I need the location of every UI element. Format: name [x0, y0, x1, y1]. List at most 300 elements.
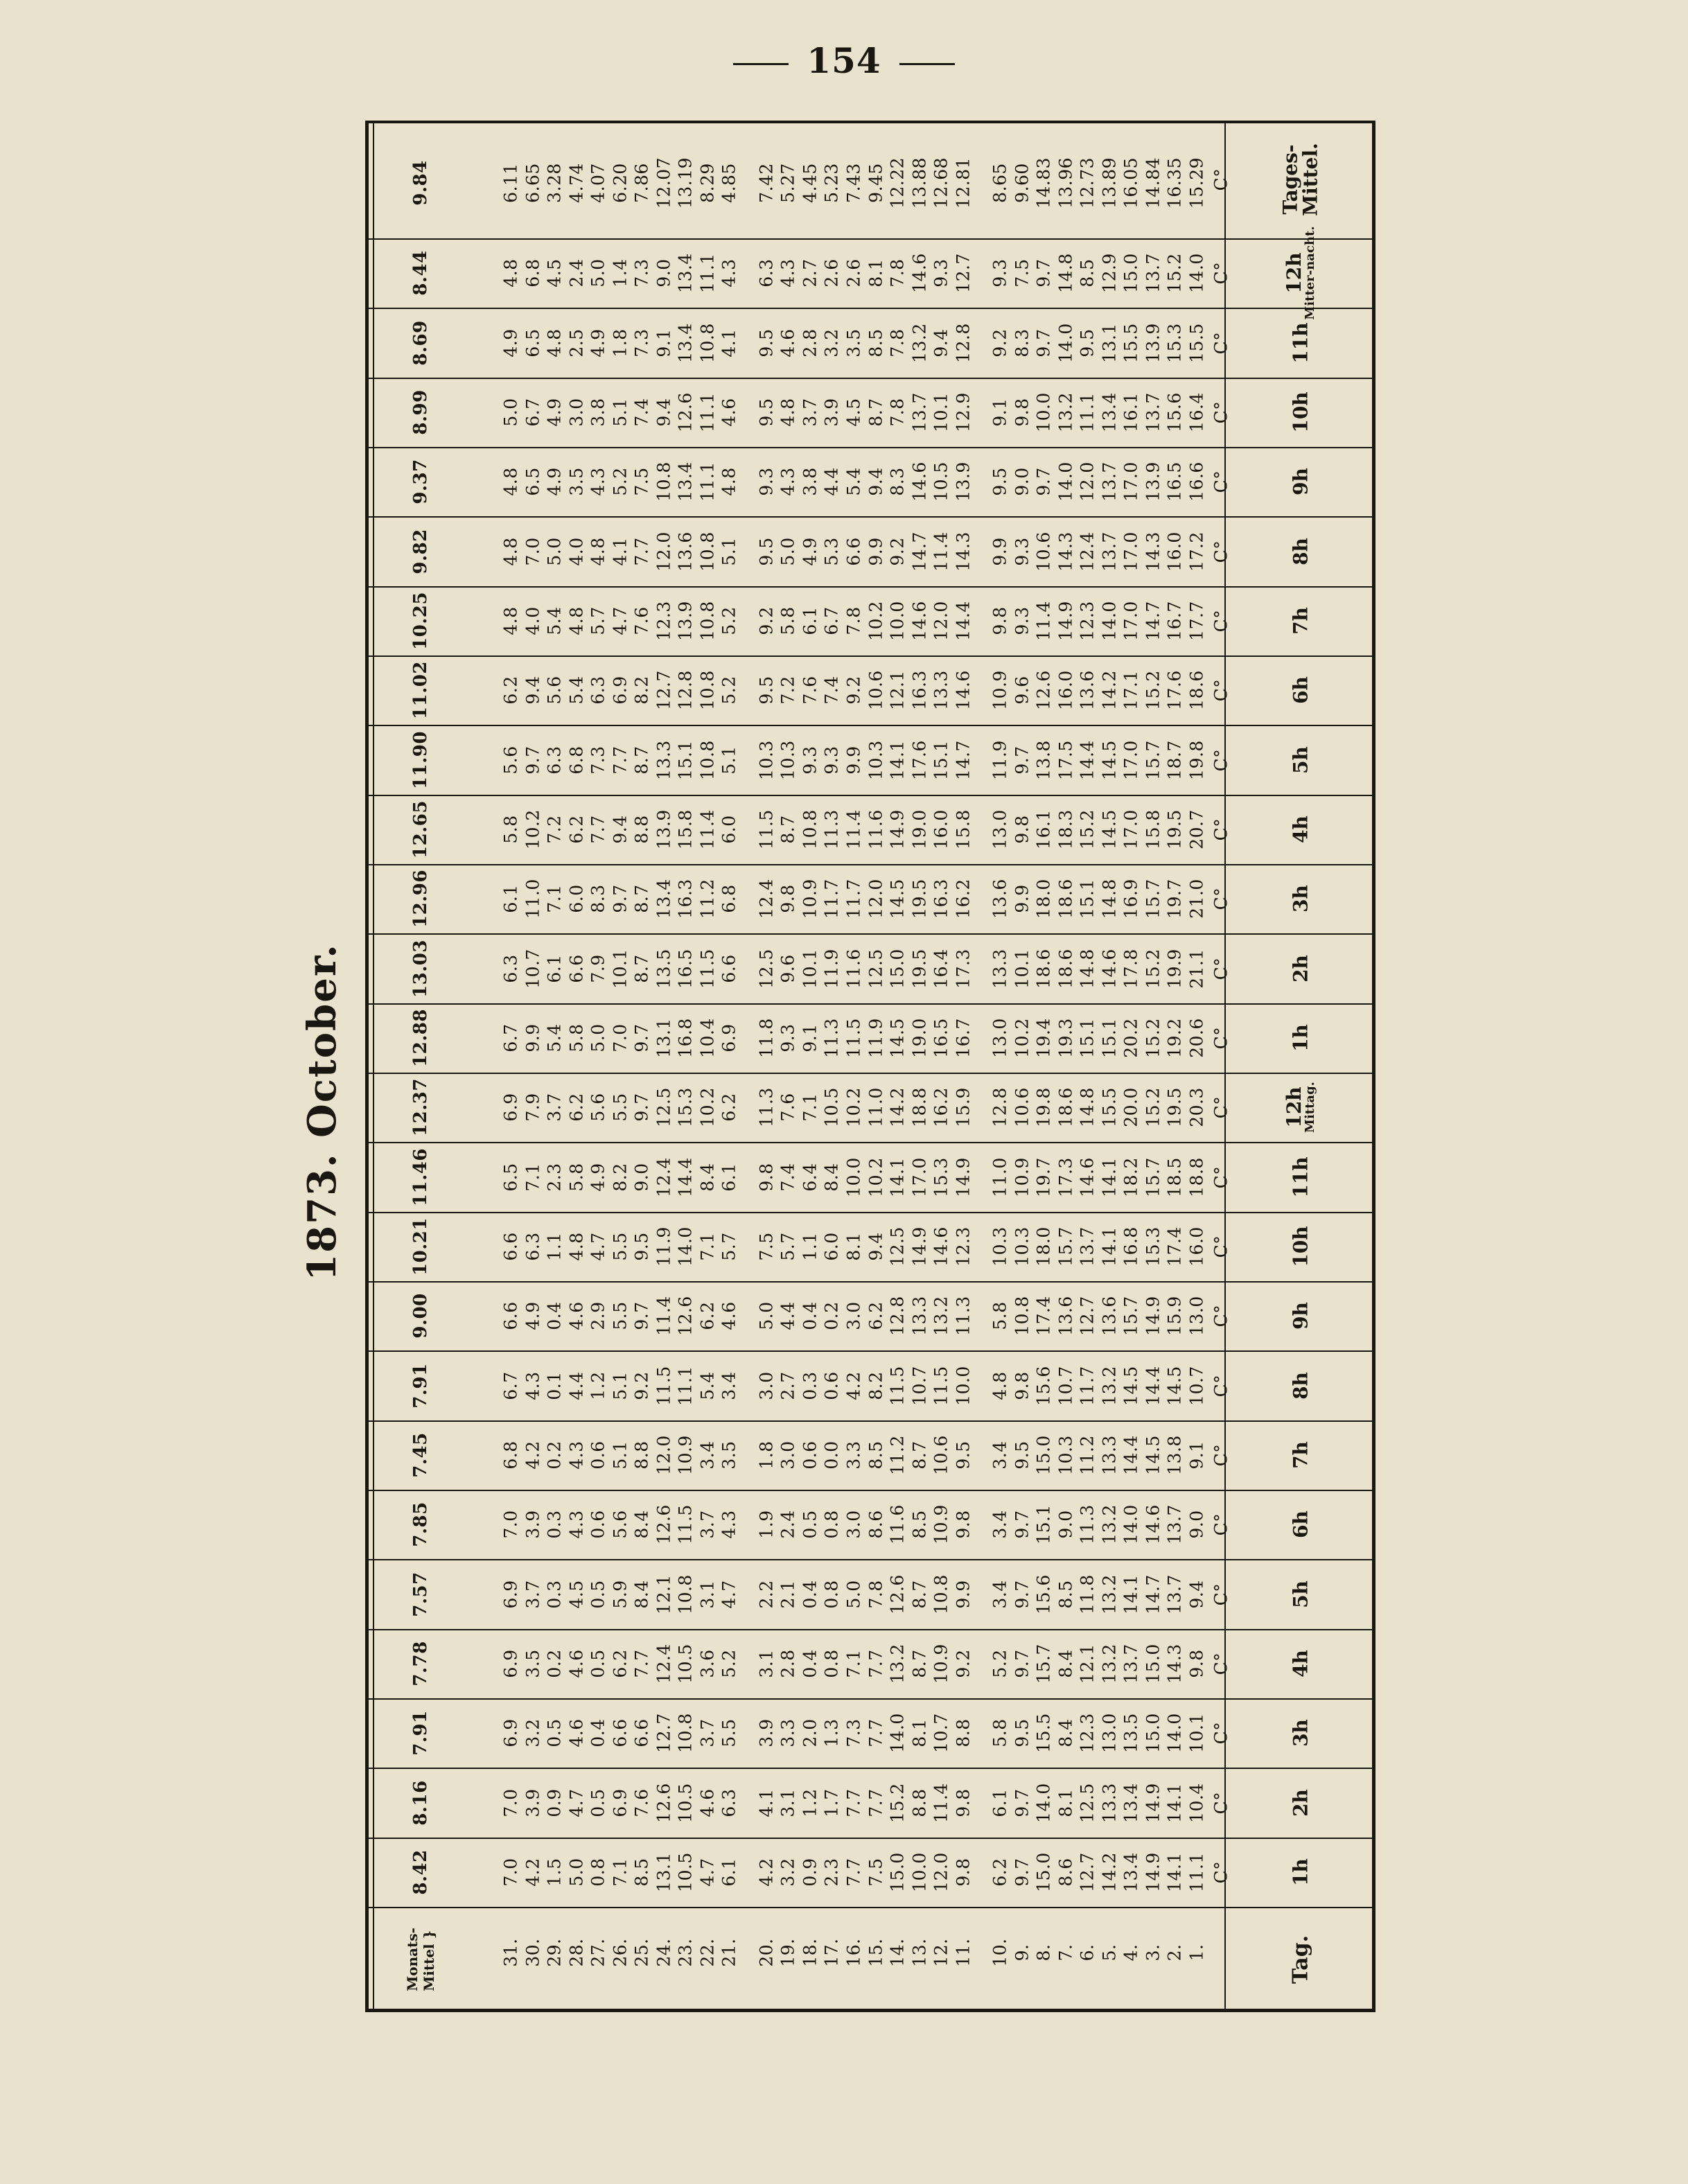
temperature-value-text: 5.6: [610, 1510, 631, 1539]
temperature-value-text: 9.9: [522, 1023, 543, 1053]
temperature-value-text: 19.5: [909, 948, 930, 989]
temperature-value-text: 2.6: [821, 258, 842, 288]
temperature-value-text: 9.7: [1012, 1858, 1032, 1887]
hour-header-main: 6h: [1289, 1511, 1312, 1539]
temperature-value-text: 15.5: [1186, 322, 1207, 363]
temperature-value-text: 8.1: [909, 1718, 930, 1747]
temperature-value-text: 8.2: [631, 676, 652, 705]
temperature-value-text: 14.4: [1077, 739, 1098, 780]
temperature-value-text: 4.0: [566, 536, 587, 566]
unit-label-text: C°: [1211, 261, 1231, 285]
temperature-value-text: 8.4: [631, 1579, 652, 1609]
temperature-value-text: 14.8: [1099, 879, 1120, 919]
temperature-value-text: 7.0: [500, 1510, 521, 1539]
day-label-text: 20.: [756, 1938, 777, 1967]
temperature-value-text: 0.5: [544, 1718, 565, 1747]
temperature-value-text: 6.7: [821, 606, 842, 635]
temperature-value-text: 15.2: [1143, 670, 1163, 710]
temperature-value-text: 15.2: [1077, 809, 1098, 849]
temperature-value-text: 1.1: [544, 1232, 565, 1261]
temperature-value-text: 4.5: [544, 258, 565, 288]
temperature-value-text: 10.2: [865, 1156, 886, 1197]
temperature-value-text: 4.7: [566, 1788, 587, 1817]
day-label-text: 19.: [777, 1938, 798, 1967]
temperature-value-text: 13.6: [1077, 670, 1098, 710]
temperature-value-text: 15.1: [1033, 1504, 1054, 1544]
temperature-value-text: 9.7: [1012, 1510, 1032, 1539]
temperature-value-text: 4.7: [719, 1579, 739, 1609]
temperature-value-text: 8.4: [631, 1510, 652, 1539]
temperature-value-text: 5.8: [566, 1162, 587, 1192]
temperature-value-text: 12.3: [953, 1226, 974, 1267]
temperature-value-text: 4.8: [777, 398, 798, 427]
temperature-value-text: 14.3: [1055, 531, 1076, 572]
temperature-value-text: 15.5: [1033, 1713, 1054, 1753]
temperature-value-text: 6.9: [500, 1579, 521, 1609]
temperature-value-text: 4.9: [522, 1301, 543, 1330]
temperature-value-text: 14.6: [909, 600, 930, 641]
temperature-value-text: 17.0: [1120, 739, 1141, 780]
page-number: [0, 40, 1688, 81]
temperature-value-text: 11.2: [1077, 1434, 1098, 1475]
temperature-value-text: 10.8: [675, 1574, 696, 1614]
unit-label-text: C°: [1211, 1583, 1231, 1605]
temperature-value-text: 6.3: [522, 1232, 543, 1261]
temperature-value-text: 0.3: [800, 1371, 820, 1400]
hour-header-main: 6h: [1289, 676, 1312, 705]
temperature-value-text: 3.8: [800, 467, 820, 496]
temperature-value-text: 14.1: [1164, 1851, 1185, 1892]
temperature-value-text: 10.7: [1186, 1365, 1207, 1406]
temperature-value-text: 6.5: [522, 467, 543, 496]
temperature-value-text: 0.6: [800, 1441, 820, 1470]
temperature-value-text: 12.0: [931, 1851, 951, 1892]
temperature-value-text: 4.3: [719, 258, 739, 288]
temperature-value-text: 5.8: [500, 815, 521, 844]
temperature-value-text: 10.3: [1055, 1434, 1076, 1475]
temperature-value-text: 6.1: [800, 606, 820, 635]
temperature-value-text: 15.1: [675, 739, 696, 780]
temperature-value-text: 13.7: [1099, 531, 1120, 572]
temperature-value-text: 12.8: [953, 322, 974, 363]
unit-label-text: C°: [1211, 1374, 1231, 1397]
temperature-value-text: 9.4: [522, 676, 543, 705]
temperature-value-text: 3.4: [990, 1579, 1010, 1609]
temperature-value-text: 10.3: [756, 739, 777, 780]
temperature-value-text: 15.0: [887, 948, 908, 989]
temperature-value-text: 8.7: [909, 1441, 930, 1470]
temperature-value-text: 8.5: [1055, 1579, 1076, 1609]
temperature-value-text: 9.5: [1012, 1718, 1032, 1747]
temperature-value-text: 4.5: [843, 398, 864, 427]
temperature-value-text: 5.4: [843, 467, 864, 496]
temperature-value-text: 14.1: [1164, 1782, 1185, 1823]
hourly-monthly-mean-text: 8.42: [410, 1849, 431, 1895]
temperature-value-text: 3.0: [777, 1441, 798, 1470]
hour-header-text: [1290, 1302, 1310, 1330]
temperature-value-text: 17.1: [1120, 670, 1141, 710]
temperature-value-text: 13.3: [931, 670, 951, 710]
temperature-value-text: 12.5: [865, 948, 886, 989]
temperature-value-text: 12.6: [653, 1782, 674, 1823]
temperature-value-text: 13.4: [675, 461, 696, 502]
temperature-value-text: 16.3: [675, 879, 696, 919]
hourly-monthly-mean-text: 11.90: [410, 730, 431, 789]
temperature-value-text: 4.4: [821, 467, 842, 496]
temperature-value-text: 3.0: [756, 1371, 777, 1400]
temperature-value-text: 17.4: [1033, 1296, 1054, 1336]
temperature-value-text: 6.3: [756, 258, 777, 288]
temperature-value-text: 13.5: [653, 948, 674, 989]
temperature-value-text: 4.9: [500, 328, 521, 358]
temperature-value-text: 8.3: [887, 467, 908, 496]
temperature-value-text: 7.1: [843, 1649, 864, 1678]
temperature-value-text: 16.2: [953, 879, 974, 919]
temperature-value-text: 15.1: [1077, 1017, 1098, 1058]
temperature-value-text: 7.3: [843, 1718, 864, 1747]
temperature-value-text: 11.7: [1077, 1365, 1098, 1406]
temperature-value-text: 6.6: [500, 1232, 521, 1261]
temperature-value-text: 14.6: [931, 1226, 951, 1267]
temperature-value-text: 2.9: [588, 1301, 608, 1330]
temperature-value-text: 3.0: [843, 1301, 864, 1330]
temperature-value-text: 10.8: [697, 739, 718, 780]
temperature-value-text: 2.3: [544, 1162, 565, 1192]
hour-header-sub: Mitter-nacht.: [1303, 226, 1318, 320]
temperature-value-text: 3.4: [990, 1510, 1010, 1539]
temperature-value-text: 14.4: [1143, 1365, 1163, 1406]
temperature-value-text: 12.3: [653, 600, 674, 641]
unit-label-text: C°: [1211, 168, 1231, 191]
day-label-text: 11.: [953, 1938, 974, 1967]
temperature-value-text: 3.2: [522, 1718, 543, 1747]
temperature-value-text: 15.1: [1099, 1017, 1120, 1058]
temperature-value-text: 14.1: [887, 739, 908, 780]
temperature-value-text: 2.0: [800, 1718, 820, 1747]
temperature-value-text: 13.7: [1099, 461, 1120, 502]
temperature-value-text: 3.1: [756, 1649, 777, 1678]
temperature-value-text: 7.5: [1012, 258, 1032, 288]
temperature-value-text: 11.1: [1186, 1851, 1207, 1892]
temperature-value-text: 13.4: [675, 322, 696, 363]
temperature-value-text: 8.4: [1055, 1649, 1076, 1678]
temperature-value-text: 14.4: [675, 1156, 696, 1197]
hour-header-text: [1290, 885, 1310, 913]
temperature-value-text: 7.4: [777, 1162, 798, 1192]
temperature-value-text: 6.2: [865, 1301, 886, 1330]
daily-mean-value-text: 4.74: [566, 163, 587, 203]
hourly-monthly-mean-text: 11.46: [410, 1147, 431, 1206]
temperature-value-text: 7.7: [588, 815, 608, 844]
temperature-value-text: 10.5: [675, 1782, 696, 1823]
temperature-value-text: 6.1: [719, 1858, 739, 1887]
temperature-value-text: 5.0: [566, 1858, 587, 1887]
temperature-value-text: 7.7: [843, 1858, 864, 1887]
temperature-value-text: 5.8: [566, 1023, 587, 1053]
temperature-value-text: 17.3: [1055, 1156, 1076, 1197]
daily-mean-value-text: 7.86: [631, 163, 652, 203]
temperature-value-text: 5.1: [719, 745, 739, 775]
temperature-value-text: 12.8: [887, 1296, 908, 1336]
temperature-value-text: 6.3: [544, 745, 565, 775]
temperature-value-text: 11.1: [675, 1365, 696, 1406]
temperature-value-text: 13.7: [1164, 1574, 1185, 1614]
temperature-value-text: 4.3: [522, 1371, 543, 1400]
unit-label-text: C°: [1211, 1721, 1231, 1745]
temperature-value-text: 14.9: [909, 1226, 930, 1267]
day-header-text: Tag.: [1288, 1935, 1313, 1984]
temperature-value-text: 14.9: [1143, 1851, 1163, 1892]
hourly-monthly-mean-text: 8.16: [410, 1779, 431, 1826]
temperature-value-text: 14.1: [1099, 1226, 1120, 1267]
daily-mean-value-text: 7.43: [843, 163, 864, 203]
temperature-value-text: 15.3: [675, 1087, 696, 1127]
daily-mean-value-text: 13.89: [1099, 157, 1120, 209]
temperature-value-text: 7.6: [800, 676, 820, 705]
temperature-value-text: 6.2: [610, 1649, 631, 1678]
daily-mean-value-text: 14.83: [1033, 157, 1054, 209]
temperature-value-text: 14.8: [1055, 253, 1076, 293]
temperature-value-text: 6.2: [990, 1858, 1010, 1887]
temperature-value-text: 13.1: [653, 1017, 674, 1058]
temperature-value-text: 8.1: [865, 258, 886, 288]
daily-mean-value-text: 12.81: [953, 157, 974, 209]
day-label-text: 26.: [610, 1938, 631, 1967]
temperature-value-text: 13.2: [931, 1296, 951, 1336]
temperature-value-text: 8.6: [865, 1510, 886, 1539]
temperature-value-text: 9.8: [756, 1162, 777, 1192]
temperature-value-text: 5.5: [719, 1718, 739, 1747]
temperature-value-text: 3.9: [522, 1788, 543, 1817]
temperature-value-text: 9.9: [953, 1579, 974, 1609]
temperature-value-text: 9.1: [653, 328, 674, 358]
temperature-value-text: 19.5: [1164, 1087, 1185, 1127]
hour-header-text: [1290, 1789, 1310, 1817]
temperature-value-text: 14.9: [1143, 1296, 1163, 1336]
temperature-value-text: 4.8: [719, 467, 739, 496]
daily-mean-value-text: 4.07: [588, 163, 608, 203]
temperature-value-text: 9.0: [1012, 467, 1032, 496]
temperature-value-text: 11.9: [865, 1017, 886, 1058]
temperature-value-text: 11.4: [653, 1296, 674, 1336]
temperature-value-text: 1.5: [544, 1858, 565, 1887]
temperature-value-text: 17.0: [909, 1156, 930, 1197]
temperature-value-text: 6.2: [719, 1093, 739, 1122]
temperature-value-text: 21.1: [1186, 948, 1207, 989]
temperature-value-text: 0.8: [821, 1579, 842, 1609]
temperature-value-text: 14.7: [909, 531, 930, 572]
unit-label-text: C°: [1211, 1652, 1231, 1675]
temperature-value-text: 5.6: [500, 745, 521, 775]
temperature-table: [365, 121, 1382, 2018]
temperature-value-text: 4.4: [777, 1301, 798, 1330]
temperature-value-text: 9.3: [800, 745, 820, 775]
temperature-value-text: 4.1: [719, 328, 739, 358]
temperature-value-text: 3.2: [777, 1858, 798, 1887]
temperature-value-text: 5.7: [719, 1232, 739, 1261]
temperature-value-text: 10.0: [909, 1851, 930, 1892]
temperature-value-text: 19.3: [1055, 1017, 1076, 1058]
temperature-value-text: 6.7: [500, 1023, 521, 1053]
hour-header-text: [1290, 1511, 1310, 1538]
temperature-value-text: 4.3: [777, 258, 798, 288]
temperature-value-text: 6.6: [719, 953, 739, 983]
temperature-value-text: 20.0: [1120, 1087, 1141, 1127]
temperature-value-text: 10.2: [843, 1087, 864, 1127]
temperature-value-text: 13.8: [1164, 1434, 1185, 1475]
hour-header-text: [1290, 1226, 1310, 1267]
temperature-value-text: 14.9: [1143, 1782, 1163, 1823]
temperature-value-text: 0.0: [821, 1441, 842, 1470]
temperature-value-text: 7.1: [697, 1232, 718, 1261]
temperature-value-text: 15.0: [1143, 1643, 1163, 1684]
temperature-value-text: 11.5: [887, 1365, 908, 1406]
temperature-value-text: 19.9: [1164, 948, 1185, 989]
temperature-value-text: 14.0: [887, 1713, 908, 1753]
temperature-value-text: 14.1: [887, 1156, 908, 1197]
temperature-value-text: 19.8: [1033, 1087, 1054, 1127]
temperature-value-text: 8.5: [631, 1858, 652, 1887]
temperature-value-text: 10.9: [800, 879, 820, 919]
temperature-value-text: 19.0: [909, 1017, 930, 1058]
unit-label-text: C°: [1211, 1860, 1231, 1884]
temperature-value-text: 10.8: [931, 1574, 951, 1614]
temperature-value-text: 14.3: [1164, 1643, 1185, 1684]
temperature-value-text: 9.8: [990, 606, 1010, 635]
temperature-value-text: 12.0: [653, 531, 674, 572]
temperature-value-text: 8.5: [865, 1441, 886, 1470]
temperature-value-text: 12.5: [756, 948, 777, 989]
temperature-value-text: 9.4: [931, 328, 951, 358]
temperature-value-text: 4.9: [544, 398, 565, 427]
temperature-value-text: 10.7: [909, 1365, 930, 1406]
temperature-value-text: 18.0: [1033, 879, 1054, 919]
temperature-value-text: 14.3: [953, 531, 974, 572]
temperature-value-text: 1.2: [588, 1371, 608, 1400]
day-label-text: 24.: [653, 1938, 674, 1967]
hourly-monthly-mean-text: 9.37: [410, 459, 431, 504]
temperature-value-text: 1.7: [821, 1788, 842, 1817]
day-label-text: 27.: [588, 1938, 608, 1967]
temperature-value-text: 14.2: [887, 1087, 908, 1127]
temperature-value-text: 7.0: [610, 1023, 631, 1053]
temperature-value-text: 11.4: [843, 809, 864, 849]
temperature-value-text: 14.5: [887, 879, 908, 919]
temperature-value-text: 10.9: [675, 1434, 696, 1475]
temperature-value-text: 12.6: [1033, 670, 1054, 710]
temperature-value-text: 15.2: [1143, 1017, 1163, 1058]
temperature-value-text: 16.0: [1055, 670, 1076, 710]
temperature-value-text: 16.4: [1186, 391, 1207, 432]
temperature-value-text: 3.9: [821, 398, 842, 427]
temperature-value-text: 12.8: [990, 1087, 1010, 1127]
temperature-value-text: 4.4: [566, 1371, 587, 1400]
hour-header-text: [1290, 391, 1310, 432]
day-label-text: 5.: [1099, 1944, 1120, 1962]
temperature-value-text: 13.2: [909, 322, 930, 363]
temperature-value-text: 11.4: [1033, 600, 1054, 641]
temperature-value-text: 4.6: [719, 398, 739, 427]
temperature-value-text: 15.0: [1143, 1713, 1163, 1753]
unit-label-text: C°: [1211, 1304, 1231, 1328]
hourly-monthly-mean-text: 8.99: [410, 389, 431, 435]
temperature-value-text: 9.3: [821, 745, 842, 775]
temperature-value-text: 6.9: [500, 1093, 521, 1122]
temperature-value-text: 19.5: [1164, 809, 1185, 849]
temperature-value-text: 6.2: [566, 1093, 587, 1122]
temperature-value-text: 5.1: [610, 1371, 631, 1400]
temperature-value-text: 4.5: [566, 1579, 587, 1609]
temperature-value-text: 14.5: [1120, 1365, 1141, 1406]
temperature-value-text: 9.8: [953, 1858, 974, 1887]
temperature-value-text: 13.4: [1120, 1851, 1141, 1892]
temperature-value-text: 9.7: [631, 1301, 652, 1330]
temperature-value-text: 13.2: [1099, 1574, 1120, 1614]
temperature-value-text: 0.2: [544, 1441, 565, 1470]
temperature-value-text: 6.1: [719, 1162, 739, 1192]
temperature-value-text: 2.4: [777, 1510, 798, 1539]
temperature-value-text: 7.9: [522, 1093, 543, 1122]
daily-mean-value-text: 5.27: [777, 163, 798, 203]
temperature-value-text: 17.5: [1055, 739, 1076, 780]
temperature-value-text: 11.5: [843, 1017, 864, 1058]
temperature-value-text: 7.6: [777, 1093, 798, 1122]
daily-mean-value-text: 13.19: [675, 157, 696, 209]
temperature-value-text: 16.4: [931, 948, 951, 989]
temperature-value-text: 6.3: [588, 676, 608, 705]
temperature-value-text: 5.9: [610, 1579, 631, 1609]
daily-mean-header-text: Tages- Mittel.: [1278, 143, 1322, 216]
temperature-value-text: 15.5: [1120, 322, 1141, 363]
day-label-text: 13.: [909, 1938, 930, 1967]
temperature-value-text: 9.5: [756, 536, 777, 566]
hour-header-main: 1h: [1289, 1023, 1312, 1052]
temperature-value-text: 5.2: [990, 1649, 1010, 1678]
temperature-value-text: 13.2: [1099, 1365, 1120, 1406]
temperature-value-text: 15.7: [1143, 1156, 1163, 1197]
temperature-value-text: 16.5: [931, 1017, 951, 1058]
temperature-value-text: 15.0: [1033, 1434, 1054, 1475]
temperature-value-text: 13.2: [887, 1643, 908, 1684]
hour-header-main: 7h: [1289, 606, 1312, 635]
temperature-value-text: 7.4: [821, 676, 842, 705]
temperature-value-text: 4.8: [500, 467, 521, 496]
temperature-value-text: 16.2: [931, 1087, 951, 1127]
temperature-value-text: 9.4: [1186, 1579, 1207, 1609]
hour-header-text: [1290, 1650, 1310, 1677]
temperature-value-text: 8.2: [610, 1162, 631, 1192]
temperature-value-text: 11.0: [990, 1156, 1010, 1197]
unit-label-text: C°: [1211, 1513, 1231, 1536]
temperature-value-text: 3.4: [990, 1441, 1010, 1470]
temperature-value-text: 7.7: [865, 1788, 886, 1817]
temperature-value-text: 17.0: [1120, 461, 1141, 502]
temperature-value-text: 6.7: [522, 398, 543, 427]
temperature-value-text: 4.1: [756, 1788, 777, 1817]
temperature-value-text: 4.8: [500, 536, 521, 566]
temperature-value-text: 15.6: [1164, 391, 1185, 432]
temperature-value-text: 11.9: [821, 948, 842, 989]
temperature-value-text: 11.2: [697, 879, 718, 919]
temperature-value-text: 13.8: [1033, 739, 1054, 780]
hour-header-text: [1290, 1580, 1310, 1608]
temperature-value-text: 13.4: [1099, 391, 1120, 432]
temperature-value-text: 10.8: [1012, 1296, 1032, 1336]
temperature-value-text: 14.5: [1164, 1365, 1185, 1406]
temperature-value-text: 6.2: [566, 815, 587, 844]
temperature-value-text: 8.7: [631, 884, 652, 913]
unit-label-text: C°: [1211, 748, 1231, 771]
